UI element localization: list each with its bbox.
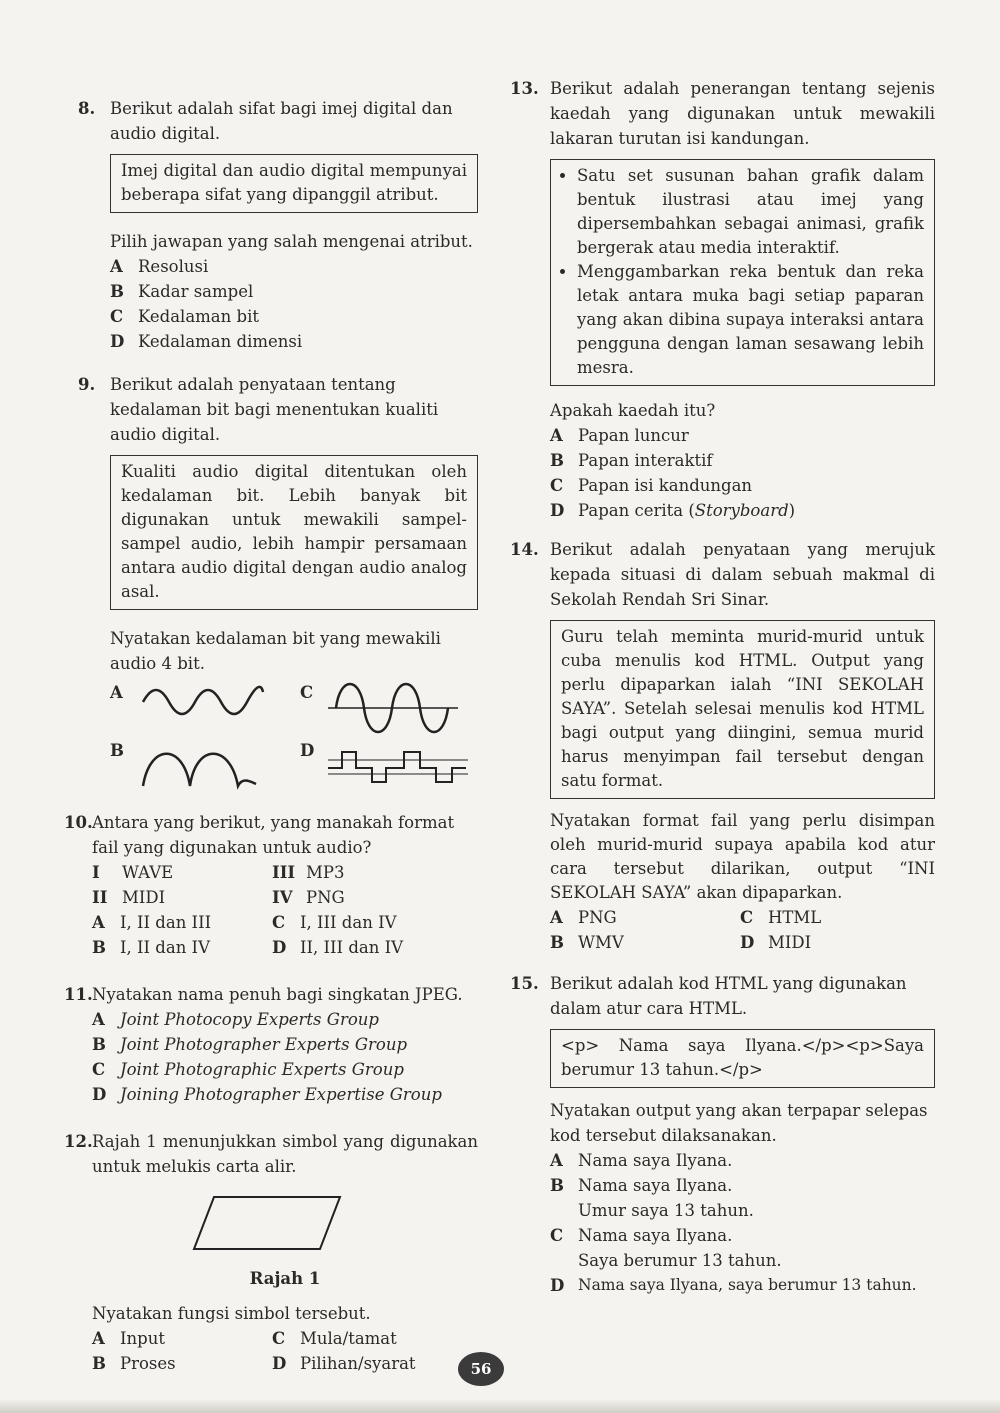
- option-b[interactable]: B I, II dan IV: [92, 938, 210, 957]
- question-number: 9.: [78, 375, 96, 394]
- question-stem: Antara yang berikut, yang manakah format fail yang digunakan untuk audio?: [92, 813, 455, 857]
- info-box: Guru telah meminta murid-murid untuk cuba menulis kod HTML. Output yang perlu dipaparkan ialah “INI SEKOLAH SAYA”. Setelah selesai menulis kod HTML bagi output yang diingini, semua murid harus menyimpan fail tersebut dengan satu format.: [550, 620, 935, 799]
- option-b[interactable]: B: [110, 738, 300, 796]
- code-box: <p> Nama saya Ilyana.</p><p>Saya berumur 13 tahun.</p>: [550, 1029, 935, 1088]
- option-a[interactable]: A I, II dan III: [92, 913, 212, 932]
- option-a[interactable]: A: [110, 680, 300, 738]
- question-stem: Rajah 1 menunjukkan simbol yang digunakan untuk melukis carta alir.: [92, 1132, 478, 1176]
- question-stem: Berikut adalah penyataan yang merujuk kepada situasi di dalam sebuah makmal di Sekolah Rendah Sri Sinar.: [550, 540, 935, 609]
- option-d[interactable]: D Joining Photographer Expertise Group: [92, 1085, 442, 1104]
- question-prompt: Nyatakan format fail yang perlu disimpan oleh murid-murid supaya apabila kod atur cara tersebut dilarikan, output “INI SEKOLAH SAYA” akan dipaparkan.: [550, 811, 935, 902]
- option-c[interactable]: C Mula/tamat: [272, 1329, 397, 1348]
- question-prompt: Nyatakan kedalaman bit yang mewakili audio 4 bit.: [110, 629, 441, 673]
- question-prompt: Nyatakan fungsi simbol tersebut.: [92, 1304, 371, 1323]
- question-12: [64, 1129, 478, 1376]
- info-box: [550, 159, 935, 386]
- question-prompt: Apakah kaedah itu?: [550, 401, 716, 420]
- option-c[interactable]: C Papan isi kandungan: [550, 476, 753, 495]
- option-d[interactable]: D MIDI: [740, 933, 812, 952]
- question-prompt: Pilih jawapan yang salah mengenai atribut.: [110, 232, 473, 251]
- option-b[interactable]: B Kadar sampel: [110, 282, 254, 301]
- option-c[interactable]: C I, III dan IV: [272, 913, 397, 932]
- figure-caption: Rajah 1: [249, 1269, 321, 1288]
- option-c[interactable]: C HTML: [740, 908, 822, 927]
- page-number: 56: [458, 1352, 504, 1386]
- option-a[interactable]: A PNG: [550, 908, 617, 927]
- option-c[interactable]: C Nama saya Ilyana. Saya berumur 13 tahun.: [550, 1226, 782, 1270]
- question-number: 12.: [64, 1132, 93, 1151]
- parallelogram-icon: [192, 1193, 342, 1253]
- info-box: Imej digital dan audio digital mempunyai beberapa sifat yang dipanggil atribut.: [110, 154, 478, 213]
- option-b[interactable]: B Joint Photographer Experts Group: [92, 1035, 408, 1054]
- option-a[interactable]: A Papan luncur: [550, 426, 689, 445]
- question-13: [510, 76, 935, 523]
- option-d[interactable]: D Pilihan/syarat: [272, 1354, 416, 1373]
- question-10: [64, 810, 478, 960]
- option-d[interactable]: D: [300, 738, 478, 796]
- option-c[interactable]: C Kedalaman bit: [110, 307, 259, 326]
- sine-wave-large-icon: [328, 680, 458, 736]
- option-d[interactable]: D Nama saya Ilyana, saya berumur 13 tahun.: [550, 1276, 917, 1295]
- question-number: 14.: [510, 540, 539, 559]
- question-8: [78, 96, 478, 354]
- option-c[interactable]: C Joint Photographic Experts Group: [92, 1060, 404, 1079]
- option-a[interactable]: A Resolusi: [110, 257, 209, 276]
- bullet-item: • Satu set susunan bahan grafik dalam bentuk ilustrasi atau imej yang dipersembahkan sebagai animasi, grafik bergerak atau media interaktif.: [577, 164, 924, 260]
- left-column: [64, 96, 478, 1376]
- answer-options: [92, 1326, 478, 1376]
- question-stem: Nyatakan nama penuh bagi singkatan JPEG.: [92, 985, 463, 1004]
- question-number: 15.: [510, 974, 539, 993]
- question-stem: Berikut adalah penerangan tentang sejenis kaedah yang digunakan untuk mewakili lakaran turutan isi kandungan.: [550, 79, 935, 148]
- question-number: 13.: [510, 79, 539, 98]
- answer-options: [92, 910, 478, 960]
- question-number: 8.: [78, 99, 96, 118]
- option-b[interactable]: B Nama saya Ilyana. Umur saya 13 tahun.: [550, 1176, 754, 1220]
- question-11: [64, 982, 478, 1107]
- option-a[interactable]: A Joint Photocopy Experts Group: [92, 1010, 379, 1029]
- question-stem: Berikut adalah sifat bagi imej digital dan audio digital.: [110, 99, 453, 143]
- option-d[interactable]: D Kedalaman dimensi: [110, 332, 303, 351]
- roman-items: I WAVE III MP3 II MIDI IV PNG: [92, 863, 345, 907]
- page-edge-shadow: [0, 1399, 1000, 1413]
- option-b[interactable]: B WMV: [550, 933, 624, 952]
- sine-wave-medium-icon: [138, 738, 268, 794]
- question-number: 10.: [64, 813, 93, 832]
- question-stem: Berikut adalah kod HTML yang digunakan dalam atur cara HTML.: [550, 974, 907, 1018]
- question-prompt: Nyatakan output yang akan terpapar selepas kod tersebut dilaksanakan.: [550, 1101, 928, 1145]
- question-number: 11.: [64, 985, 93, 1004]
- square-wave-icon: [328, 738, 468, 794]
- option-c[interactable]: C: [300, 680, 478, 738]
- question-stem: Berikut adalah penyataan tentang kedalaman bit bagi menentukan kualiti audio digital.: [110, 375, 439, 444]
- sine-wave-small-icon: [138, 680, 268, 730]
- question-14: [510, 537, 935, 955]
- question-15: [510, 971, 935, 1298]
- option-b[interactable]: B Proses: [92, 1354, 176, 1373]
- bullet-item: • Menggambarkan reka bentuk dan reka letak antara muka bagi setiap paparan yang akan dibina supaya interaksi antara pengguna dengan laman sesawang lebih mesra.: [577, 260, 924, 380]
- figure: [192, 1193, 478, 1260]
- waveform-options: [110, 680, 478, 796]
- option-a[interactable]: A Input: [92, 1329, 165, 1348]
- answer-options: [550, 905, 935, 955]
- right-column: [510, 76, 935, 1298]
- option-a[interactable]: A Nama saya Ilyana.: [550, 1151, 733, 1170]
- option-b[interactable]: B Papan interaktif: [550, 451, 713, 470]
- option-d[interactable]: D II, III dan IV: [272, 938, 404, 957]
- question-9: [78, 372, 478, 796]
- option-d[interactable]: D Papan cerita (Storyboard): [550, 501, 796, 520]
- info-box: Kualiti audio digital ditentukan oleh kedalaman bit. Lebih banyak bit digunakan untuk mewakili sampel-sampel audio, lebih hampir persamaan antara audio digital dengan audio analog asal.: [110, 455, 478, 610]
